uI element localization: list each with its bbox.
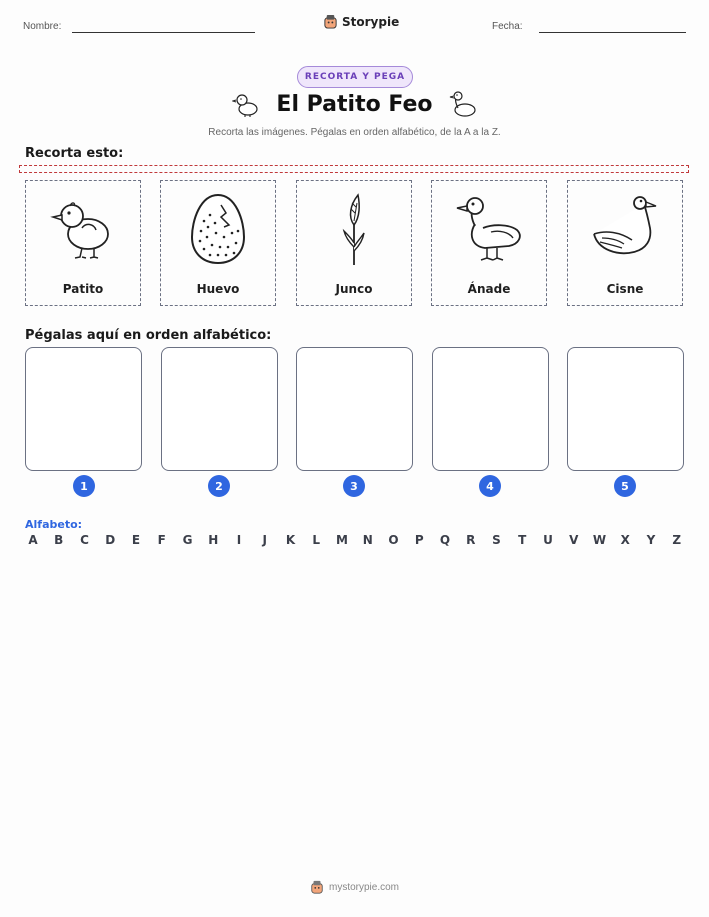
card-label: Junco: [335, 282, 373, 296]
alphabet-letter: D: [105, 533, 116, 547]
number-badge-2: 2: [208, 475, 230, 497]
storypie-mascot-icon: [310, 880, 324, 894]
alphabet-letter: E: [131, 533, 141, 547]
alphabet-letter: S: [492, 533, 501, 547]
alphabet-letter: U: [543, 533, 553, 547]
date-line[interactable]: [539, 32, 686, 33]
number-badge-3: 3: [343, 475, 365, 497]
paste-heading: Pégalas aquí en orden alfabético:: [25, 328, 272, 343]
cut-line: [19, 165, 689, 173]
alphabet-letter: R: [466, 533, 476, 547]
duck-icon: [453, 194, 525, 264]
cut-card-cisne[interactable]: [567, 180, 683, 306]
paste-box-3[interactable]: [296, 347, 413, 471]
alphabet-letter: I: [236, 533, 242, 547]
card-label: Cisne: [606, 282, 644, 296]
alphabet-letter: T: [518, 533, 527, 547]
alphabet-letter: B: [54, 533, 64, 547]
card-label: Ánade: [467, 282, 511, 296]
alphabet-letter: M: [336, 533, 348, 547]
cut-card-junco[interactable]: [296, 180, 412, 306]
alphabet-letter: F: [157, 533, 166, 547]
alphabet-letter: Y: [646, 533, 656, 547]
date-label: Fecha:: [492, 21, 523, 32]
page-title: El Patito Feo: [276, 92, 433, 117]
alphabet-letter: Z: [672, 533, 682, 547]
alphabet-letter: A: [28, 533, 38, 547]
name-label: Nombre:: [23, 21, 62, 32]
reed-icon: [334, 191, 374, 267]
activity-badge: RECORTA Y PEGA: [297, 66, 413, 88]
cut-heading: Recorta esto:: [25, 146, 124, 161]
alphabet-letter: G: [182, 533, 193, 547]
alphabet-letter: W: [592, 533, 607, 547]
egg-icon: [188, 191, 248, 267]
alphabet-letter: V: [569, 533, 579, 547]
number-badge-5: 5: [614, 475, 636, 497]
cut-card-anade[interactable]: [431, 180, 547, 306]
alphabet-letter: X: [620, 533, 630, 547]
paste-box-1[interactable]: [25, 347, 142, 471]
paste-box-2[interactable]: [161, 347, 278, 471]
instructions: Recorta las imágenes. Pégalas en orden alfabético, de la A a la Z.: [208, 127, 501, 138]
duckling-icon: [48, 194, 118, 264]
paste-box-4[interactable]: [432, 347, 549, 471]
cut-card-patito[interactable]: [25, 180, 141, 306]
alphabet-letter: P: [414, 533, 424, 547]
brand-logo: [323, 14, 399, 29]
swan-icon: [588, 194, 662, 264]
cut-card-huevo[interactable]: [160, 180, 276, 306]
card-label: Huevo: [196, 282, 240, 296]
paste-box-5[interactable]: [567, 347, 684, 471]
alphabet-row: [25, 533, 685, 547]
alphabet-title: Alfabeto:: [25, 518, 83, 531]
name-line[interactable]: [72, 32, 255, 33]
alphabet-letter: J: [262, 533, 267, 547]
brand-name: Storypie: [342, 14, 400, 29]
alphabet-letter: K: [285, 533, 296, 547]
alphabet-letter: N: [362, 533, 373, 547]
card-label: Patito: [62, 282, 104, 296]
storypie-mascot-icon: [323, 14, 338, 29]
footer: [0, 880, 709, 894]
footer-url[interactable]: mystorypie.com: [328, 881, 399, 893]
alphabet-letter: L: [312, 533, 321, 547]
alphabet-letter: C: [80, 533, 89, 547]
alphabet-letter: O: [388, 533, 399, 547]
number-badge-1: 1: [73, 475, 95, 497]
number-badge-4: 4: [479, 475, 501, 497]
alphabet-letter: Q: [439, 533, 451, 547]
duck-icon: [447, 90, 477, 120]
alphabet-letter: H: [208, 533, 219, 547]
